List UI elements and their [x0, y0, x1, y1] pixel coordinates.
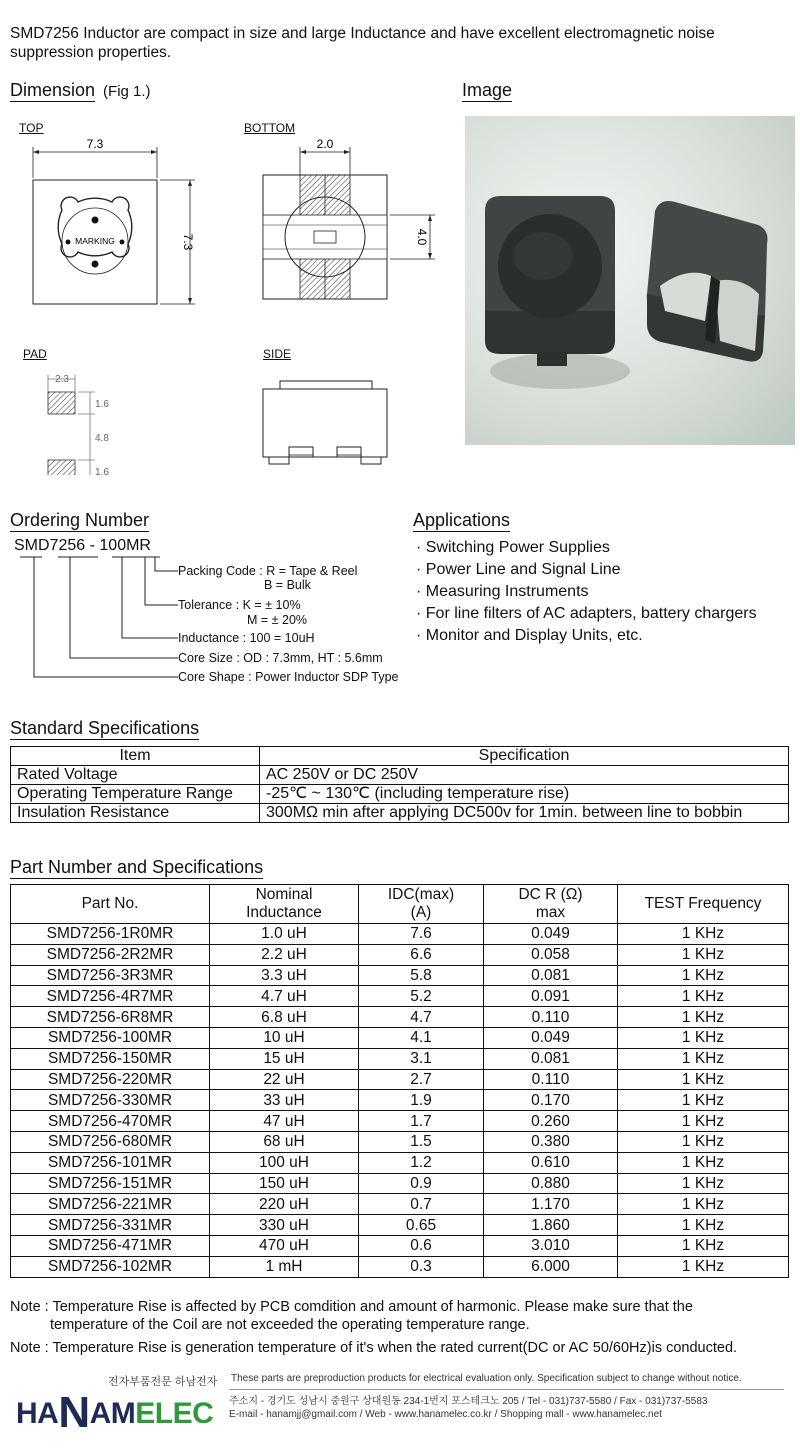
header-cell: Item: [11, 747, 260, 766]
applications-title: Applications: [413, 510, 511, 530]
table-cell: SMD7256-6R8MR: [11, 1007, 210, 1028]
dimension-fig: (Fig 1.): [103, 83, 151, 100]
top-view-drawing: [33, 137, 195, 304]
table-cell: 0.380: [484, 1131, 618, 1152]
table-row: [11, 1069, 789, 1090]
pad-h2-dim: 1.6: [95, 467, 109, 475]
standard-spec-title: Standard Specifications: [10, 718, 200, 738]
table-cell: 0.049: [484, 924, 618, 945]
table-cell: SMD7256-1R0MR: [11, 924, 210, 945]
bottom-view-drawing: [263, 137, 435, 299]
table-cell: 22 uH: [210, 1069, 359, 1090]
table-cell: 10 uH: [210, 1027, 359, 1048]
footer-contact: E-mail - hanamjj@gmail.com / Web - www.hanamelec.co.kr / Shopping mall - www.hanamelec.net: [229, 1409, 662, 1420]
table-cell: 2.7: [359, 1069, 484, 1090]
header-cell: Nominal Inductance: [210, 885, 359, 924]
table-cell: SMD7256-150MR: [11, 1048, 210, 1069]
ordering-code-suffix: 100MR: [99, 537, 151, 554]
table-cell: 1 KHz: [618, 1235, 789, 1256]
company-logo: [16, 1384, 214, 1437]
table-cell: 1 KHz: [618, 1173, 789, 1194]
table-cell: 0.7: [359, 1194, 484, 1215]
table-cell: SMD7256-330MR: [11, 1090, 210, 1111]
footer-address: 주소지 - 경기도 성남시 중원구 상대원동 234-1번지 포스테크노 205 / Tel - 031)737-5580 / Fax - 031)737-5583: [229, 1396, 708, 1407]
header-cell: IDC(max) (A): [359, 885, 484, 924]
table-cell: SMD7256-220MR: [11, 1069, 210, 1090]
table-cell: 1 KHz: [618, 965, 789, 986]
pad-width-dim: 2.3: [55, 374, 69, 385]
table-cell: SMD7256-100MR: [11, 1027, 210, 1048]
table-cell: 0.170: [484, 1090, 618, 1111]
marking-text: MARKING: [75, 236, 115, 246]
table-cell: SMD7256-4R7MR: [11, 986, 210, 1007]
table-cell: 1.170: [484, 1194, 618, 1215]
table-cell: 5.2: [359, 986, 484, 1007]
table-row: [11, 1173, 789, 1194]
table-cell: 0.880: [484, 1173, 618, 1194]
ordering-leader-lines: [0, 555, 200, 685]
pad-view-label: PAD: [23, 347, 47, 361]
table-cell: 1 KHz: [618, 1007, 789, 1028]
table-cell: Insulation Resistance: [11, 804, 260, 823]
table-cell: 3.1: [359, 1048, 484, 1069]
table-cell: 4.7: [359, 1007, 484, 1028]
applications-heading: [413, 510, 510, 531]
pad-h1-dim: 1.6: [95, 399, 109, 410]
table-row: [11, 924, 789, 945]
table-cell: 5.8: [359, 965, 484, 986]
table-cell: SMD7256-470MR: [11, 1111, 210, 1132]
side-view-label: SIDE: [263, 347, 292, 361]
dimension-drawings: [0, 130, 460, 475]
table-cell: 2.2 uH: [210, 944, 359, 965]
table-cell: SMD7256-680MR: [11, 1131, 210, 1152]
table-cell: 330 uH: [210, 1215, 359, 1236]
core-size-text: Core Size : OD : 7.3mm, HT : 5.6mm: [178, 651, 383, 665]
table-cell: 3.3 uH: [210, 965, 359, 986]
standard-spec-heading: [10, 718, 199, 739]
table-cell: 0.9: [359, 1173, 484, 1194]
table-cell: 1 KHz: [618, 1069, 789, 1090]
table-cell: SMD7256-101MR: [11, 1152, 210, 1173]
table-row: [11, 965, 789, 986]
standard-spec-table: [10, 746, 789, 823]
ordering-title: Ordering Number: [10, 510, 150, 530]
product-photo-drawing: [465, 116, 795, 445]
bottom-width-dim: 2.0: [316, 137, 334, 151]
packing-code-text: [178, 564, 357, 592]
logo-part-a: HA: [16, 1397, 59, 1430]
table-cell: -25℃ ~ 130℃ (including temperature rise): [260, 785, 789, 804]
table-cell: 470 uH: [210, 1235, 359, 1256]
table-row: [11, 1215, 789, 1236]
table-cell: 4.1: [359, 1027, 484, 1048]
ordering-code: [14, 537, 151, 555]
note-1-line1: Note : Temperature Rise is affected by PCB comdition and amount of harmonic. Please make sure that the: [10, 1299, 693, 1315]
bottom-height-dim: 4.0: [415, 228, 429, 246]
application-item: · Measuring Instruments: [416, 583, 589, 600]
table-cell: 1 KHz: [618, 1111, 789, 1132]
table-cell: 1 KHz: [618, 1131, 789, 1152]
ordering-code-series: SMD7256: [14, 537, 86, 554]
table-cell: 47 uH: [210, 1111, 359, 1132]
table-cell: AC 250V or DC 250V: [260, 766, 789, 785]
logo-part-c: AM: [89, 1397, 136, 1430]
table-cell: 3.010: [484, 1235, 618, 1256]
intro-text: SMD7256 Inductor are compact in size and large Inductance and have excellent electromagnetic noise suppression properties.: [10, 25, 715, 61]
header-cell: DC R (Ω) max: [484, 885, 618, 924]
table-cell: 1.0 uH: [210, 924, 359, 945]
table-cell: 0.081: [484, 965, 618, 986]
top-height-dim: 7.3: [181, 233, 195, 251]
table-row: [11, 1027, 789, 1048]
table-cell: SMD7256-331MR: [11, 1215, 210, 1236]
ordering-heading: [10, 510, 149, 531]
table-cell: 0.081: [484, 1048, 618, 1069]
logo-part-b: N: [58, 1388, 90, 1437]
application-item: · Switching Power Supplies: [416, 539, 610, 556]
side-view-drawing: [263, 381, 387, 464]
part-spec-table: [10, 884, 789, 1278]
table-cell: 300MΩ min after applying DC500v for 1min. between line to bobbin: [260, 804, 789, 823]
pad-view-drawing: [48, 374, 109, 475]
logo-part-d: ELEC: [135, 1397, 214, 1430]
company-korean-name: 전자부품전문 하남전자: [108, 1376, 218, 1388]
top-width-dim: 7.3: [86, 137, 104, 151]
table-cell: 15 uH: [210, 1048, 359, 1069]
header-cell: Part No.: [11, 885, 210, 924]
table-cell: 1 KHz: [618, 1090, 789, 1111]
table-cell: 1 KHz: [618, 924, 789, 945]
application-item: · Power Line and Signal Line: [416, 561, 621, 578]
part-rows: [11, 924, 789, 1278]
inductance-text: Inductance : 100 = 10uH: [178, 631, 315, 645]
table-cell: 1 KHz: [618, 1256, 789, 1277]
table-cell: 220 uH: [210, 1194, 359, 1215]
table-cell: 6.8 uH: [210, 1007, 359, 1028]
table-row: [11, 804, 789, 823]
footer-address-block: [229, 1395, 707, 1421]
image-heading: [462, 80, 512, 101]
table-row: [11, 766, 789, 785]
header-cell: Specification: [260, 747, 789, 766]
table-row: [11, 1048, 789, 1069]
tolerance-line2: M = ± 20%: [247, 613, 308, 627]
table-cell: SMD7256-221MR: [11, 1194, 210, 1215]
table-row: [11, 1256, 789, 1277]
table-cell: 1.7: [359, 1111, 484, 1132]
dimension-heading: [10, 80, 151, 101]
note-1: [10, 1298, 693, 1334]
table-cell: Rated Voltage: [11, 766, 260, 785]
table-cell: 1 KHz: [618, 1152, 789, 1173]
table-cell: 0.110: [484, 1069, 618, 1090]
table-cell: 1 KHz: [618, 1215, 789, 1236]
table-row: [11, 785, 789, 804]
table-row: [11, 1235, 789, 1256]
table-cell: 1 KHz: [618, 1048, 789, 1069]
dimension-title: Dimension: [10, 80, 96, 100]
table-row: [11, 986, 789, 1007]
image-title: Image: [462, 80, 513, 100]
bottom-view-label: BOTTOM: [244, 121, 296, 135]
table-header-row: [11, 885, 789, 924]
table-cell: SMD7256-2R2MR: [11, 944, 210, 965]
top-view-label: TOP: [19, 121, 44, 135]
table-cell: 6.6: [359, 944, 484, 965]
note-1-line2: temperature of the Coil are not exceeded the operating temperature range.: [50, 1317, 530, 1333]
table-cell: 6.000: [484, 1256, 618, 1277]
footer-disclaimer: These parts are preproduction products for electrical evaluation only. Specification subject to change without notice.: [231, 1373, 742, 1384]
ordering-code-sep: -: [89, 537, 95, 554]
table-cell: 0.3: [359, 1256, 484, 1277]
table-cell: 1 KHz: [618, 1027, 789, 1048]
application-item: · For line filters of AC adapters, battery chargers: [416, 605, 757, 622]
pad-gap-dim: 4.8: [95, 433, 109, 444]
tolerance-line1: Tolerance : K = ± 10%: [178, 598, 301, 612]
table-cell: 0.110: [484, 1007, 618, 1028]
table-cell: 1.860: [484, 1215, 618, 1236]
table-cell: 68 uH: [210, 1131, 359, 1152]
table-cell: 0.091: [484, 986, 618, 1007]
table-row: [11, 1131, 789, 1152]
packing-code-line1: Packing Code : R = Tape & Reel: [178, 564, 358, 578]
part-spec-heading: [10, 857, 263, 878]
tolerance-text: [178, 598, 307, 628]
table-cell: SMD7256-471MR: [11, 1235, 210, 1256]
application-item: · Monitor and Display Units, etc.: [416, 627, 643, 644]
table-cell: 150 uH: [210, 1173, 359, 1194]
table-cell: Operating Temperature Range: [11, 785, 260, 804]
table-cell: 0.6: [359, 1235, 484, 1256]
part-spec-title: Part Number and Specifications: [10, 857, 264, 877]
table-cell: 100 uH: [210, 1152, 359, 1173]
table-cell: 1 mH: [210, 1256, 359, 1277]
table-row: [11, 1111, 789, 1132]
table-cell: 0.049: [484, 1027, 618, 1048]
table-cell: 1.5: [359, 1131, 484, 1152]
table-cell: SMD7256-3R3MR: [11, 965, 210, 986]
table-row: [11, 1007, 789, 1028]
table-row: [11, 1152, 789, 1173]
table-cell: 7.6: [359, 924, 484, 945]
core-shape-text: Core Shape : Power Inductor SDP Type: [178, 670, 399, 684]
table-cell: 1.2: [359, 1152, 484, 1173]
table-row: [11, 1194, 789, 1215]
table-cell: 1 KHz: [618, 1194, 789, 1215]
table-row: [11, 1090, 789, 1111]
table-cell: 0.058: [484, 944, 618, 965]
applications-list: [416, 537, 757, 647]
table-cell: 4.7 uH: [210, 986, 359, 1007]
product-photo: [465, 116, 795, 445]
table-cell: 0.65: [359, 1215, 484, 1236]
table-cell: SMD7256-102MR: [11, 1256, 210, 1277]
table-cell: SMD7256-151MR: [11, 1173, 210, 1194]
header-cell: TEST Frequency: [618, 885, 789, 924]
table-cell: 0.260: [484, 1111, 618, 1132]
footer-divider: [229, 1389, 784, 1390]
table-row: [11, 944, 789, 965]
table-cell: 1 KHz: [618, 986, 789, 1007]
table-cell: 1.9: [359, 1090, 484, 1111]
table-header-row: [11, 747, 789, 766]
table-cell: 1 KHz: [618, 944, 789, 965]
table-cell: 0.610: [484, 1152, 618, 1173]
table-cell: 33 uH: [210, 1090, 359, 1111]
packing-code-line2: B = Bulk: [264, 578, 311, 592]
note-2: Note : Temperature Rise is generation temperature of it's when the rated current(DC or AC 50/60Hz)is conducted.: [10, 1340, 738, 1356]
